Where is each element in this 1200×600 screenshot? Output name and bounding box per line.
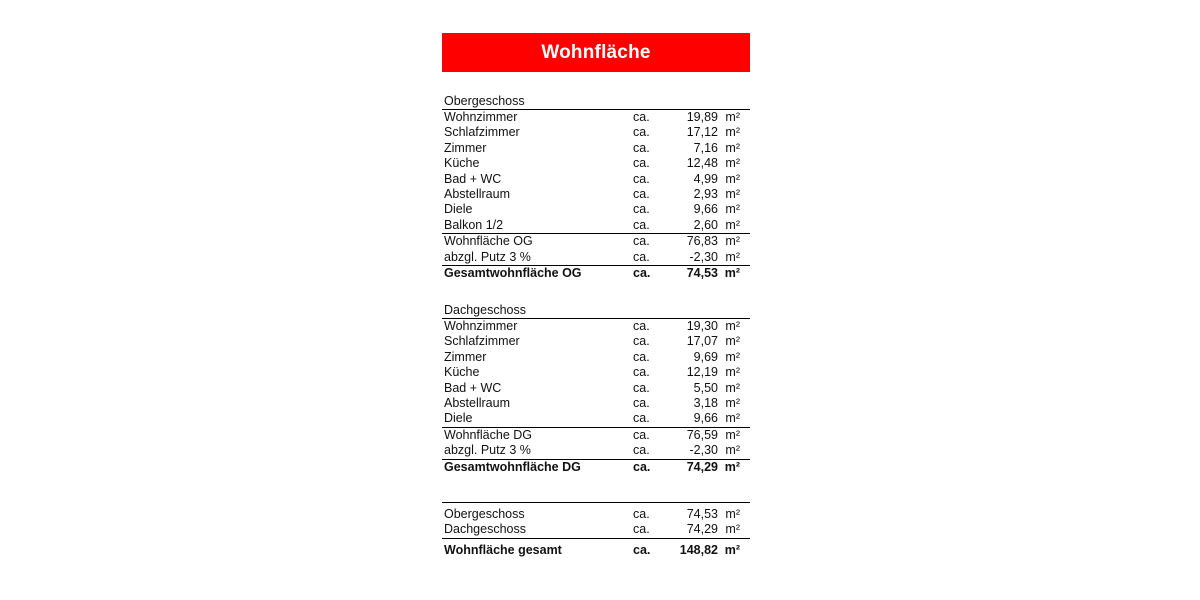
row-value: 9,66 [693,202,718,217]
unit-label: m² [725,156,740,171]
unit-label: m² [725,380,740,395]
approx-label: ca. [633,334,650,349]
approx-label: ca. [633,234,650,249]
approx-label: ca. [633,110,650,124]
row-value: 9,66 [693,411,718,426]
room-row [442,218,750,233]
row-value: 74,29 [686,459,718,474]
section-heading: Obergeschoss [442,94,750,110]
row-label: Küche [444,365,480,380]
row-value: 12,19 [686,365,718,380]
row-value: 76,83 [686,234,718,249]
row-value: 2,60 [693,217,718,232]
row-label: Wohnfläche gesamt [444,542,562,557]
approx-label: ca. [633,459,651,474]
approx-label: ca. [633,427,650,442]
room-row [442,396,750,411]
deduction-row [442,250,750,265]
approx-label: ca. [633,365,650,380]
row-value: 76,59 [686,427,718,442]
approx-label: ca. [633,217,650,232]
unit-label: m² [725,395,740,410]
section-obergeschoss [442,94,750,281]
row-value: 5,50 [693,380,718,395]
page-title: Wohnfläche [541,41,651,63]
row-label: abzgl. Putz 3 % [444,249,531,264]
row-label: abzgl. Putz 3 % [444,443,531,458]
total-row [442,459,750,475]
row-label: Diele [444,411,473,426]
unit-label: m² [725,334,740,349]
row-label: Zimmer [444,349,487,364]
room-row [442,365,750,380]
approx-label: ca. [633,125,650,140]
unit-label: m² [725,443,740,458]
unit-label: m² [725,507,740,521]
room-row [442,187,750,202]
row-label: Wohnfläche DG [444,427,533,442]
row-value: 74,29 [686,522,718,537]
summary-row [442,522,750,537]
room-row [442,156,750,171]
approx-label: ca. [633,186,650,201]
grand-total-row [442,538,750,558]
unit-label: m² [725,140,740,155]
room-row [442,172,750,187]
approx-label: ca. [633,507,650,521]
row-value: 4,99 [693,171,718,186]
room-row [442,334,750,349]
room-row [442,141,750,156]
row-value: 7,16 [693,140,718,155]
row-label: Gesamtwohnfläche OG [444,265,582,280]
unit-label: m² [725,411,740,426]
approx-label: ca. [633,522,650,537]
approx-label: ca. [633,249,650,264]
approx-label: ca. [633,443,650,458]
unit-label: m² [725,217,740,232]
unit-label: m² [725,110,740,124]
approx-label: ca. [633,542,651,557]
approx-label: ca. [633,395,650,410]
unit-label: m² [725,125,740,140]
approx-label: ca. [633,171,650,186]
row-value: 19,89 [686,110,718,124]
unit-label: m² [724,459,740,474]
approx-label: ca. [633,319,650,333]
row-label: Wohnzimmer [444,110,518,124]
room-row [442,125,750,140]
room-list [442,319,750,427]
section-dachgeschoss [442,303,750,475]
summary-row [442,507,750,522]
row-value: 74,53 [686,265,718,280]
room-row [442,319,750,334]
approx-label: ca. [633,380,650,395]
row-value: 148,82 [679,542,718,557]
row-label: Wohnzimmer [444,319,518,333]
room-row [442,381,750,396]
unit-label: m² [725,365,740,380]
unit-label: m² [724,542,740,557]
approx-label: ca. [633,349,650,364]
unit-label: m² [725,427,740,442]
room-row [442,350,750,365]
row-label: Bad + WC [444,380,502,395]
unit-label: m² [725,319,740,333]
section-heading: Dachgeschoss [442,303,750,319]
unit-label: m² [725,186,740,201]
unit-label: m² [725,171,740,186]
unit-label: m² [724,265,740,280]
row-label: Bad + WC [444,171,502,186]
row-label: Küche [444,156,480,171]
row-value: 19,30 [686,319,718,333]
row-value: -2,30 [689,249,718,264]
unit-label: m² [725,349,740,364]
title-banner [442,33,750,72]
approx-label: ca. [633,265,651,280]
approx-label: ca. [633,140,650,155]
room-row [442,110,750,125]
room-row [442,411,750,426]
subtotal-row [442,233,750,249]
row-label: Schlafzimmer [444,125,520,140]
row-label: Obergeschoss [444,507,525,521]
approx-label: ca. [633,156,650,171]
row-label: Balkon 1/2 [444,217,504,232]
row-label: Diele [444,202,473,217]
row-value: 74,53 [686,507,718,521]
row-value: 9,69 [693,349,718,364]
room-row [442,202,750,217]
row-label: Abstellraum [444,186,510,201]
row-value: -2,30 [689,443,718,458]
row-value: 17,12 [686,125,718,140]
row-label: Gesamtwohnfläche DG [444,459,581,474]
row-label: Zimmer [444,140,487,155]
area-sheet [442,33,750,557]
total-row [442,265,750,281]
row-label: Wohnfläche OG [444,234,533,249]
unit-label: m² [725,234,740,249]
unit-label: m² [725,249,740,264]
row-value: 2,93 [693,186,718,201]
row-label: Dachgeschoss [444,522,526,537]
row-value: 3,18 [693,395,718,410]
section-summary [442,502,750,558]
approx-label: ca. [633,202,650,217]
row-value: 12,48 [686,156,718,171]
deduction-row [442,443,750,458]
row-label: Abstellraum [444,395,510,410]
unit-label: m² [725,522,740,537]
row-value: 17,07 [686,334,718,349]
approx-label: ca. [633,411,650,426]
subtotal-row [442,427,750,443]
row-label: Schlafzimmer [444,334,520,349]
unit-label: m² [725,202,740,217]
room-list [442,110,750,233]
